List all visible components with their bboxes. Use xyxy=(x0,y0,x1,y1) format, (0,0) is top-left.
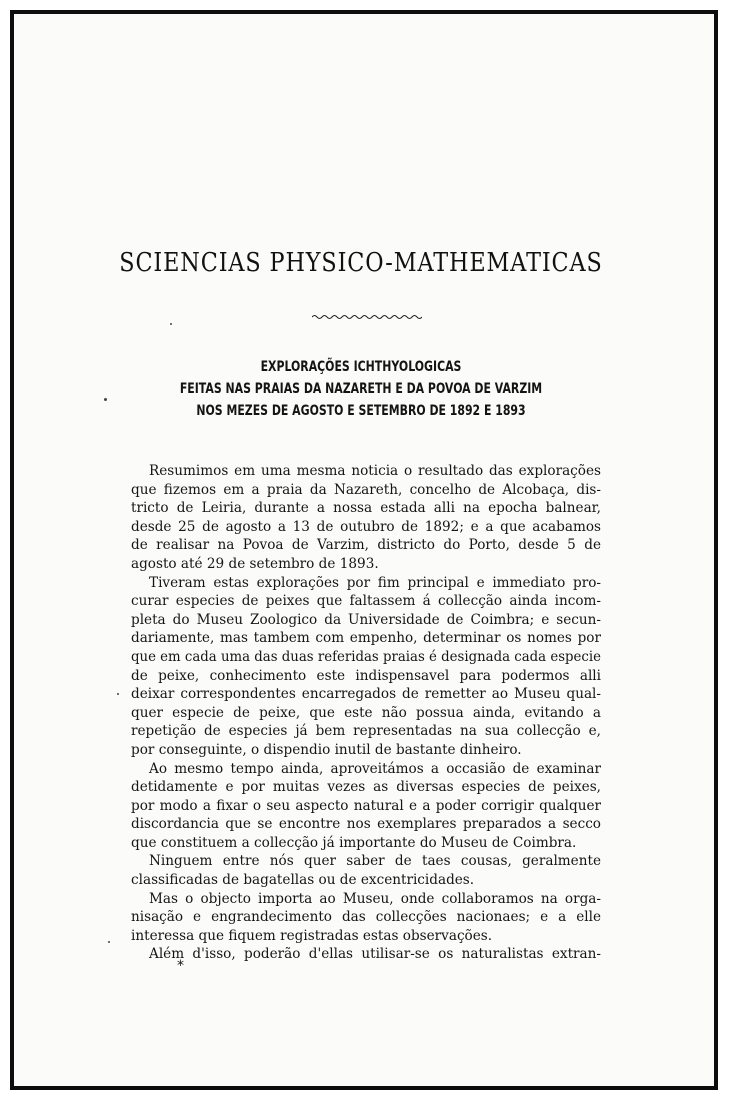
wave-ornament xyxy=(312,313,422,321)
text-line: de peixe, conhecimento este indispensavel para podermos alli xyxy=(131,667,601,684)
signature-mark: * xyxy=(177,958,184,974)
paragraph xyxy=(131,574,601,760)
text-line: Mas o objecto importa ao Museu, onde collaboramos na orga- xyxy=(149,890,601,907)
print-speck xyxy=(170,323,172,325)
paragraph xyxy=(131,945,601,964)
text-line: Ao mesmo tempo ainda, aproveitámos a occasião de examinar xyxy=(149,760,601,777)
text-line: que fizemos em a praia da Nazareth, concelho de Alcobaça, dis- xyxy=(131,481,601,498)
heading-line-3: NOS MEZES DE AGOSTO E SETEMBRO DE 1892 E 1893 xyxy=(196,403,526,419)
page-title: SCIENCIAS PHYSICO-MATHEMATICAS xyxy=(119,248,603,278)
text-line: que constituem a collecção já importante do Museu de Coimbra. xyxy=(131,834,577,851)
text-line: Resumimos em uma mesma noticia o resultado das explorações xyxy=(149,463,601,479)
print-speck xyxy=(108,941,110,943)
article-body xyxy=(131,462,601,964)
print-speck xyxy=(117,693,119,695)
text-line: tricto de Leiria, durante a nossa estada alli na epocha balnear, xyxy=(131,500,601,517)
text-line: Ninguem entre nós quer saber de taes cousas, geralmente xyxy=(149,853,601,870)
text-line: discordancia que se encontre nos exemplares preparados a secco xyxy=(131,816,601,833)
text-line: pleta do Museu Zoologico da Universidade de Coimbra; e secun- xyxy=(131,611,601,628)
text-line: de realisar na Povoa de Varzim, districto do Porto, desde 5 de xyxy=(131,537,601,554)
text-line: que em cada uma das duas referidas praias é designada cada especie xyxy=(131,648,601,665)
heading-line-2: FEITAS NAS PRAIAS DA NAZARETH E DA POVOA DE VARZIM xyxy=(179,381,543,397)
text-line: interessa que fiquem registradas estas observações. xyxy=(131,927,493,944)
text-line: nisação e engrandecimento das collecções nacionaes; e a elle xyxy=(131,909,601,926)
paragraph xyxy=(131,760,601,853)
text-line: desde 25 de agosto a 13 de outubro de 1892; e a que acabamos xyxy=(131,518,601,535)
text-line: Além d'isso, poderão d'ellas utilisar-se os naturalistas extran- xyxy=(149,946,601,963)
article-heading xyxy=(0,356,722,422)
text-line: por modo a fixar o seu aspecto natural e a poder corrigir qualquer xyxy=(131,797,601,814)
text-line: repetição de especies já bem representadas na sua collecção e, xyxy=(131,723,601,740)
print-speck xyxy=(104,398,107,401)
text-line: classificadas de bagatellas ou de excentricidades. xyxy=(131,872,475,889)
text-line: agosto até 29 de setembro de 1893. xyxy=(131,555,379,572)
text-line: por conseguinte, o dispendio inutil de bastante dinheiro. xyxy=(131,741,522,758)
paragraph xyxy=(131,852,601,889)
text-line: quer especie de peixe, que este não possua ainda, evitando a xyxy=(131,704,601,721)
paragraph xyxy=(131,462,601,574)
text-line: deixar correspondentes encarregados de remetter ao Museu qual- xyxy=(131,686,601,703)
text-line: Tiveram estas explorações por fim principal e immediato pro- xyxy=(149,574,601,591)
paragraph xyxy=(131,890,601,946)
heading-line-1: EXPLORAÇÕES ICHTHYOLOGICAS xyxy=(260,359,462,375)
text-line: dariamente, mas tambem com empenho, determinar os nomes por xyxy=(131,630,601,647)
text-line: detidamente e por muitas vezes as diversas especies de peixes, xyxy=(131,779,601,796)
text-line: curar especies de peixes que faltassem á collecção ainda incom- xyxy=(131,593,601,610)
